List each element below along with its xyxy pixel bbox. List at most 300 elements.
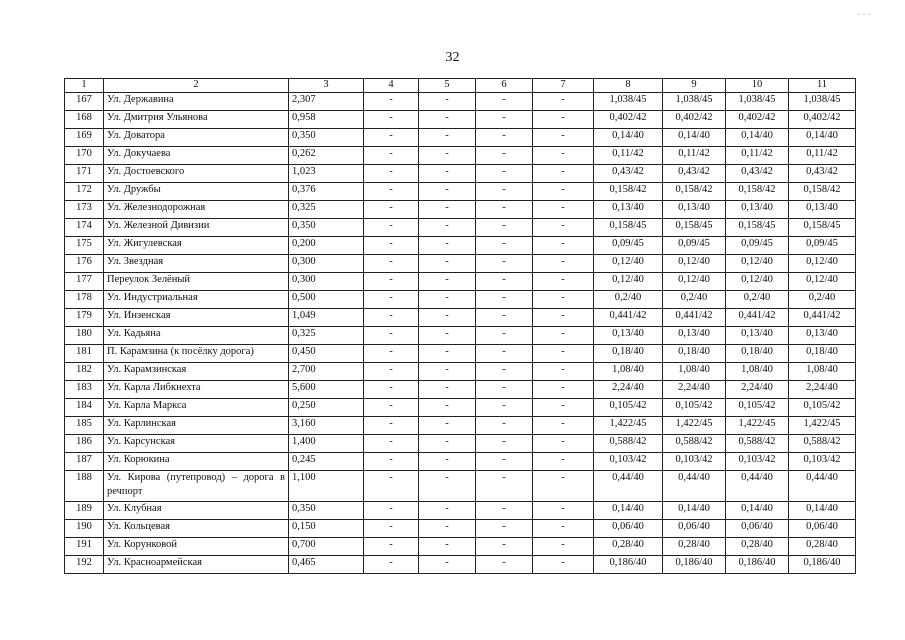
length-km: 0,200 (289, 237, 364, 255)
length-km: 0,350 (289, 219, 364, 237)
col11-value: 0,441/42 (789, 309, 856, 327)
table-row (65, 363, 856, 381)
col7-value: - (533, 538, 594, 556)
col7-value: - (533, 345, 594, 363)
col10-value: 0,28/40 (726, 538, 789, 556)
col4-value: - (364, 453, 419, 471)
length-km: 0,245 (289, 453, 364, 471)
col7-value: - (533, 219, 594, 237)
row-number: 186 (65, 435, 104, 453)
length-km: 1,049 (289, 309, 364, 327)
col7-value: - (533, 363, 594, 381)
col5-value: - (419, 111, 476, 129)
col8-value: 0,09/45 (594, 237, 663, 255)
col9-value: 0,2/40 (663, 291, 726, 309)
col7-value: - (533, 201, 594, 219)
row-number: 181 (65, 345, 104, 363)
col5-value: - (419, 471, 476, 502)
header-cell: 7 (533, 79, 594, 93)
col5-value: - (419, 219, 476, 237)
col11-value: 0,13/40 (789, 327, 856, 345)
col6-value: - (476, 93, 533, 111)
street-name: Ул. Карамзинская (104, 363, 289, 381)
col11-value: 1,08/40 (789, 363, 856, 381)
row-number: 173 (65, 201, 104, 219)
col4-value: - (364, 399, 419, 417)
row-number: 191 (65, 538, 104, 556)
col4-value: - (364, 417, 419, 435)
col10-value: 0,105/42 (726, 399, 789, 417)
street-name: Ул. Достоевского (104, 165, 289, 183)
col8-value: 0,588/42 (594, 435, 663, 453)
row-number: 192 (65, 556, 104, 574)
header-cell: 9 (663, 79, 726, 93)
col5-value: - (419, 538, 476, 556)
header-cell: 10 (726, 79, 789, 93)
col8-value: 0,13/40 (594, 201, 663, 219)
row-number: 169 (65, 129, 104, 147)
header-cell: 5 (419, 79, 476, 93)
col10-value: 0,186/40 (726, 556, 789, 574)
col4-value: - (364, 520, 419, 538)
col11-value: 0,158/42 (789, 183, 856, 201)
table-row (65, 219, 856, 237)
street-name: Переулок Зелёный (104, 273, 289, 291)
col5-value: - (419, 435, 476, 453)
row-number: 172 (65, 183, 104, 201)
col11-value: 0,402/42 (789, 111, 856, 129)
header-cell: 11 (789, 79, 856, 93)
row-number: 178 (65, 291, 104, 309)
col8-value: 2,24/40 (594, 381, 663, 399)
col6-value: - (476, 111, 533, 129)
street-name: Ул. Карлинская (104, 417, 289, 435)
row-number: 167 (65, 93, 104, 111)
scan-speck: . .. . (858, 8, 870, 17)
col10-value: 1,038/45 (726, 93, 789, 111)
col6-value: - (476, 502, 533, 520)
col7-value: - (533, 309, 594, 327)
col5-value: - (419, 129, 476, 147)
street-name: Ул. Карла Либкнехта (104, 381, 289, 399)
table-row (65, 435, 856, 453)
table-row (65, 471, 856, 502)
row-number: 179 (65, 309, 104, 327)
col6-value: - (476, 453, 533, 471)
col6-value: - (476, 165, 533, 183)
col4-value: - (364, 471, 419, 502)
table-row (65, 520, 856, 538)
street-name: Ул. Индустриальная (104, 291, 289, 309)
col10-value: 0,11/42 (726, 147, 789, 165)
col8-value: 0,28/40 (594, 538, 663, 556)
col11-value: 0,14/40 (789, 129, 856, 147)
col5-value: - (419, 183, 476, 201)
col11-value: 0,103/42 (789, 453, 856, 471)
row-number: 180 (65, 327, 104, 345)
length-km: 0,350 (289, 502, 364, 520)
col10-value: 0,12/40 (726, 273, 789, 291)
col6-value: - (476, 381, 533, 399)
table-row (65, 129, 856, 147)
col6-value: - (476, 273, 533, 291)
row-number: 189 (65, 502, 104, 520)
col9-value: 0,43/42 (663, 165, 726, 183)
col8-value: 0,2/40 (594, 291, 663, 309)
length-km: 2,700 (289, 363, 364, 381)
col8-value: 0,402/42 (594, 111, 663, 129)
col6-value: - (476, 291, 533, 309)
street-name: Ул. Звездная (104, 255, 289, 273)
col5-value: - (419, 417, 476, 435)
length-km: 0,958 (289, 111, 364, 129)
col7-value: - (533, 255, 594, 273)
col11-value: 0,13/40 (789, 201, 856, 219)
length-km: 5,600 (289, 381, 364, 399)
col10-value: 0,44/40 (726, 471, 789, 502)
col6-value: - (476, 520, 533, 538)
col5-value: - (419, 327, 476, 345)
table-row (65, 556, 856, 574)
col5-value: - (419, 237, 476, 255)
col9-value: 0,158/42 (663, 183, 726, 201)
col7-value: - (533, 129, 594, 147)
col10-value: 0,158/45 (726, 219, 789, 237)
col6-value: - (476, 345, 533, 363)
col5-value: - (419, 291, 476, 309)
col7-value: - (533, 237, 594, 255)
col5-value: - (419, 556, 476, 574)
col5-value: - (419, 255, 476, 273)
col9-value: 0,402/42 (663, 111, 726, 129)
col10-value: 0,43/42 (726, 165, 789, 183)
col11-value: 0,18/40 (789, 345, 856, 363)
street-name: Ул. Жигулевская (104, 237, 289, 255)
col8-value: 1,038/45 (594, 93, 663, 111)
col7-value: - (533, 453, 594, 471)
col10-value: 0,18/40 (726, 345, 789, 363)
table-row (65, 165, 856, 183)
col7-value: - (533, 399, 594, 417)
table-row (65, 255, 856, 273)
table-row (65, 309, 856, 327)
col4-value: - (364, 538, 419, 556)
row-number: 183 (65, 381, 104, 399)
street-name: Ул. Корунковой (104, 538, 289, 556)
col4-value: - (364, 327, 419, 345)
table-row (65, 291, 856, 309)
col8-value: 0,18/40 (594, 345, 663, 363)
col10-value: 0,09/45 (726, 237, 789, 255)
col9-value: 0,13/40 (663, 327, 726, 345)
col6-value: - (476, 327, 533, 345)
col4-value: - (364, 273, 419, 291)
col7-value: - (533, 327, 594, 345)
col8-value: 0,158/42 (594, 183, 663, 201)
street-name: Ул. Дмитрия Ульянова (104, 111, 289, 129)
col10-value: 0,12/40 (726, 255, 789, 273)
col10-value: 2,24/40 (726, 381, 789, 399)
col11-value: 1,038/45 (789, 93, 856, 111)
col6-value: - (476, 363, 533, 381)
col5-value: - (419, 147, 476, 165)
length-km: 0,450 (289, 345, 364, 363)
street-name: Ул. Красноармейская (104, 556, 289, 574)
col11-value: 0,12/40 (789, 255, 856, 273)
street-name: Ул. Инзенская (104, 309, 289, 327)
street-name: Ул. Кирова (путепровод) – дорога в речпорт (104, 471, 289, 502)
length-km: 1,100 (289, 471, 364, 502)
table-row (65, 538, 856, 556)
col8-value: 0,12/40 (594, 273, 663, 291)
street-name: Ул. Корюкина (104, 453, 289, 471)
col8-value: 0,13/40 (594, 327, 663, 345)
header-row (65, 79, 856, 93)
col4-value: - (364, 111, 419, 129)
col11-value: 0,186/40 (789, 556, 856, 574)
col7-value: - (533, 93, 594, 111)
col9-value: 0,18/40 (663, 345, 726, 363)
col4-value: - (364, 147, 419, 165)
col10-value: 0,588/42 (726, 435, 789, 453)
street-name: П. Карамзина (к посёлку дорога) (104, 345, 289, 363)
col7-value: - (533, 381, 594, 399)
table-row (65, 201, 856, 219)
col8-value: 0,12/40 (594, 255, 663, 273)
col11-value: 0,43/42 (789, 165, 856, 183)
table-row (65, 502, 856, 520)
length-km: 0,150 (289, 520, 364, 538)
col9-value: 0,105/42 (663, 399, 726, 417)
col6-value: - (476, 471, 533, 502)
table-row (65, 93, 856, 111)
row-number: 185 (65, 417, 104, 435)
row-number: 184 (65, 399, 104, 417)
col6-value: - (476, 435, 533, 453)
table-row (65, 345, 856, 363)
col7-value: - (533, 435, 594, 453)
col11-value: 0,588/42 (789, 435, 856, 453)
col4-value: - (364, 363, 419, 381)
col11-value: 0,06/40 (789, 520, 856, 538)
col6-value: - (476, 201, 533, 219)
col10-value: 0,441/42 (726, 309, 789, 327)
length-km: 0,465 (289, 556, 364, 574)
col4-value: - (364, 435, 419, 453)
street-name: Ул. Державина (104, 93, 289, 111)
col6-value: - (476, 417, 533, 435)
col9-value: 2,24/40 (663, 381, 726, 399)
length-km: 0,500 (289, 291, 364, 309)
street-name: Ул. Клубная (104, 502, 289, 520)
col5-value: - (419, 502, 476, 520)
col7-value: - (533, 520, 594, 538)
street-name: Ул. Доватора (104, 129, 289, 147)
col9-value: 0,14/40 (663, 502, 726, 520)
col6-value: - (476, 556, 533, 574)
col5-value: - (419, 93, 476, 111)
col11-value: 0,11/42 (789, 147, 856, 165)
length-km: 0,325 (289, 201, 364, 219)
table-row (65, 183, 856, 201)
col4-value: - (364, 309, 419, 327)
col5-value: - (419, 363, 476, 381)
col6-value: - (476, 309, 533, 327)
length-km: 0,300 (289, 273, 364, 291)
col10-value: 0,13/40 (726, 327, 789, 345)
col8-value: 0,103/42 (594, 453, 663, 471)
col8-value: 0,186/40 (594, 556, 663, 574)
col6-value: - (476, 219, 533, 237)
col5-value: - (419, 165, 476, 183)
col4-value: - (364, 183, 419, 201)
col9-value: 0,28/40 (663, 538, 726, 556)
row-number: 175 (65, 237, 104, 255)
table-body (65, 79, 856, 574)
street-name: Ул. Карсунская (104, 435, 289, 453)
row-number: 187 (65, 453, 104, 471)
col8-value: 0,158/45 (594, 219, 663, 237)
col5-value: - (419, 345, 476, 363)
street-name: Ул. Кольцевая (104, 520, 289, 538)
col11-value: 0,44/40 (789, 471, 856, 502)
col7-value: - (533, 471, 594, 502)
col9-value: 0,14/40 (663, 129, 726, 147)
row-number: 176 (65, 255, 104, 273)
col7-value: - (533, 502, 594, 520)
col5-value: - (419, 381, 476, 399)
col4-value: - (364, 165, 419, 183)
table-row (65, 381, 856, 399)
col7-value: - (533, 165, 594, 183)
col10-value: 1,08/40 (726, 363, 789, 381)
street-name: Ул. Кадьяна (104, 327, 289, 345)
col6-value: - (476, 129, 533, 147)
table-row (65, 453, 856, 471)
col9-value: 0,13/40 (663, 201, 726, 219)
col10-value: 0,13/40 (726, 201, 789, 219)
col4-value: - (364, 556, 419, 574)
length-km: 0,250 (289, 399, 364, 417)
table-row (65, 399, 856, 417)
col7-value: - (533, 273, 594, 291)
length-km: 0,262 (289, 147, 364, 165)
length-km: 1,023 (289, 165, 364, 183)
table-row (65, 111, 856, 129)
col10-value: 0,103/42 (726, 453, 789, 471)
table-row (65, 237, 856, 255)
col8-value: 0,14/40 (594, 129, 663, 147)
col10-value: 0,158/42 (726, 183, 789, 201)
row-number: 177 (65, 273, 104, 291)
header-cell: 6 (476, 79, 533, 93)
col8-value: 0,105/42 (594, 399, 663, 417)
header-cell: 8 (594, 79, 663, 93)
row-number: 182 (65, 363, 104, 381)
page-number: 32 (445, 50, 460, 65)
col10-value: 1,422/45 (726, 417, 789, 435)
row-number: 171 (65, 165, 104, 183)
col6-value: - (476, 399, 533, 417)
col9-value: 1,422/45 (663, 417, 726, 435)
col10-value: 0,06/40 (726, 520, 789, 538)
col11-value: 0,105/42 (789, 399, 856, 417)
col9-value: 1,038/45 (663, 93, 726, 111)
col8-value: 0,43/42 (594, 165, 663, 183)
col4-value: - (364, 381, 419, 399)
col6-value: - (476, 538, 533, 556)
table-row (65, 417, 856, 435)
col4-value: - (364, 237, 419, 255)
col9-value: 0,11/42 (663, 147, 726, 165)
col8-value: 0,441/42 (594, 309, 663, 327)
col9-value: 0,12/40 (663, 273, 726, 291)
col8-value: 0,14/40 (594, 502, 663, 520)
col10-value: 0,14/40 (726, 502, 789, 520)
col10-value: 0,402/42 (726, 111, 789, 129)
row-number: 188 (65, 471, 104, 502)
roads-table (64, 78, 856, 574)
col11-value: 0,28/40 (789, 538, 856, 556)
col9-value: 0,12/40 (663, 255, 726, 273)
col10-value: 0,14/40 (726, 129, 789, 147)
length-km: 0,700 (289, 538, 364, 556)
col9-value: 0,441/42 (663, 309, 726, 327)
col11-value: 0,14/40 (789, 502, 856, 520)
col4-value: - (364, 219, 419, 237)
col11-value: 2,24/40 (789, 381, 856, 399)
col8-value: 0,44/40 (594, 471, 663, 502)
col11-value: 0,158/45 (789, 219, 856, 237)
col5-value: - (419, 273, 476, 291)
row-number: 168 (65, 111, 104, 129)
col4-value: - (364, 129, 419, 147)
col7-value: - (533, 111, 594, 129)
street-name: Ул. Докучаева (104, 147, 289, 165)
col6-value: - (476, 147, 533, 165)
col4-value: - (364, 345, 419, 363)
row-number: 190 (65, 520, 104, 538)
col9-value: 0,588/42 (663, 435, 726, 453)
col6-value: - (476, 183, 533, 201)
row-number: 170 (65, 147, 104, 165)
table-row (65, 147, 856, 165)
col9-value: 1,08/40 (663, 363, 726, 381)
col9-value: 0,44/40 (663, 471, 726, 502)
col4-value: - (364, 201, 419, 219)
header-cell: 4 (364, 79, 419, 93)
street-name: Ул. Железнодорожная (104, 201, 289, 219)
col11-value: 1,422/45 (789, 417, 856, 435)
col8-value: 1,08/40 (594, 363, 663, 381)
header-cell: 3 (289, 79, 364, 93)
length-km: 3,160 (289, 417, 364, 435)
length-km: 0,325 (289, 327, 364, 345)
col9-value: 0,06/40 (663, 520, 726, 538)
col9-value: 0,158/45 (663, 219, 726, 237)
col4-value: - (364, 291, 419, 309)
col8-value: 1,422/45 (594, 417, 663, 435)
col4-value: - (364, 93, 419, 111)
col6-value: - (476, 255, 533, 273)
col6-value: - (476, 237, 533, 255)
length-km: 2,307 (289, 93, 364, 111)
col8-value: 0,06/40 (594, 520, 663, 538)
table-row (65, 327, 856, 345)
length-km: 1,400 (289, 435, 364, 453)
length-km: 0,350 (289, 129, 364, 147)
header-cell: 1 (65, 79, 104, 93)
